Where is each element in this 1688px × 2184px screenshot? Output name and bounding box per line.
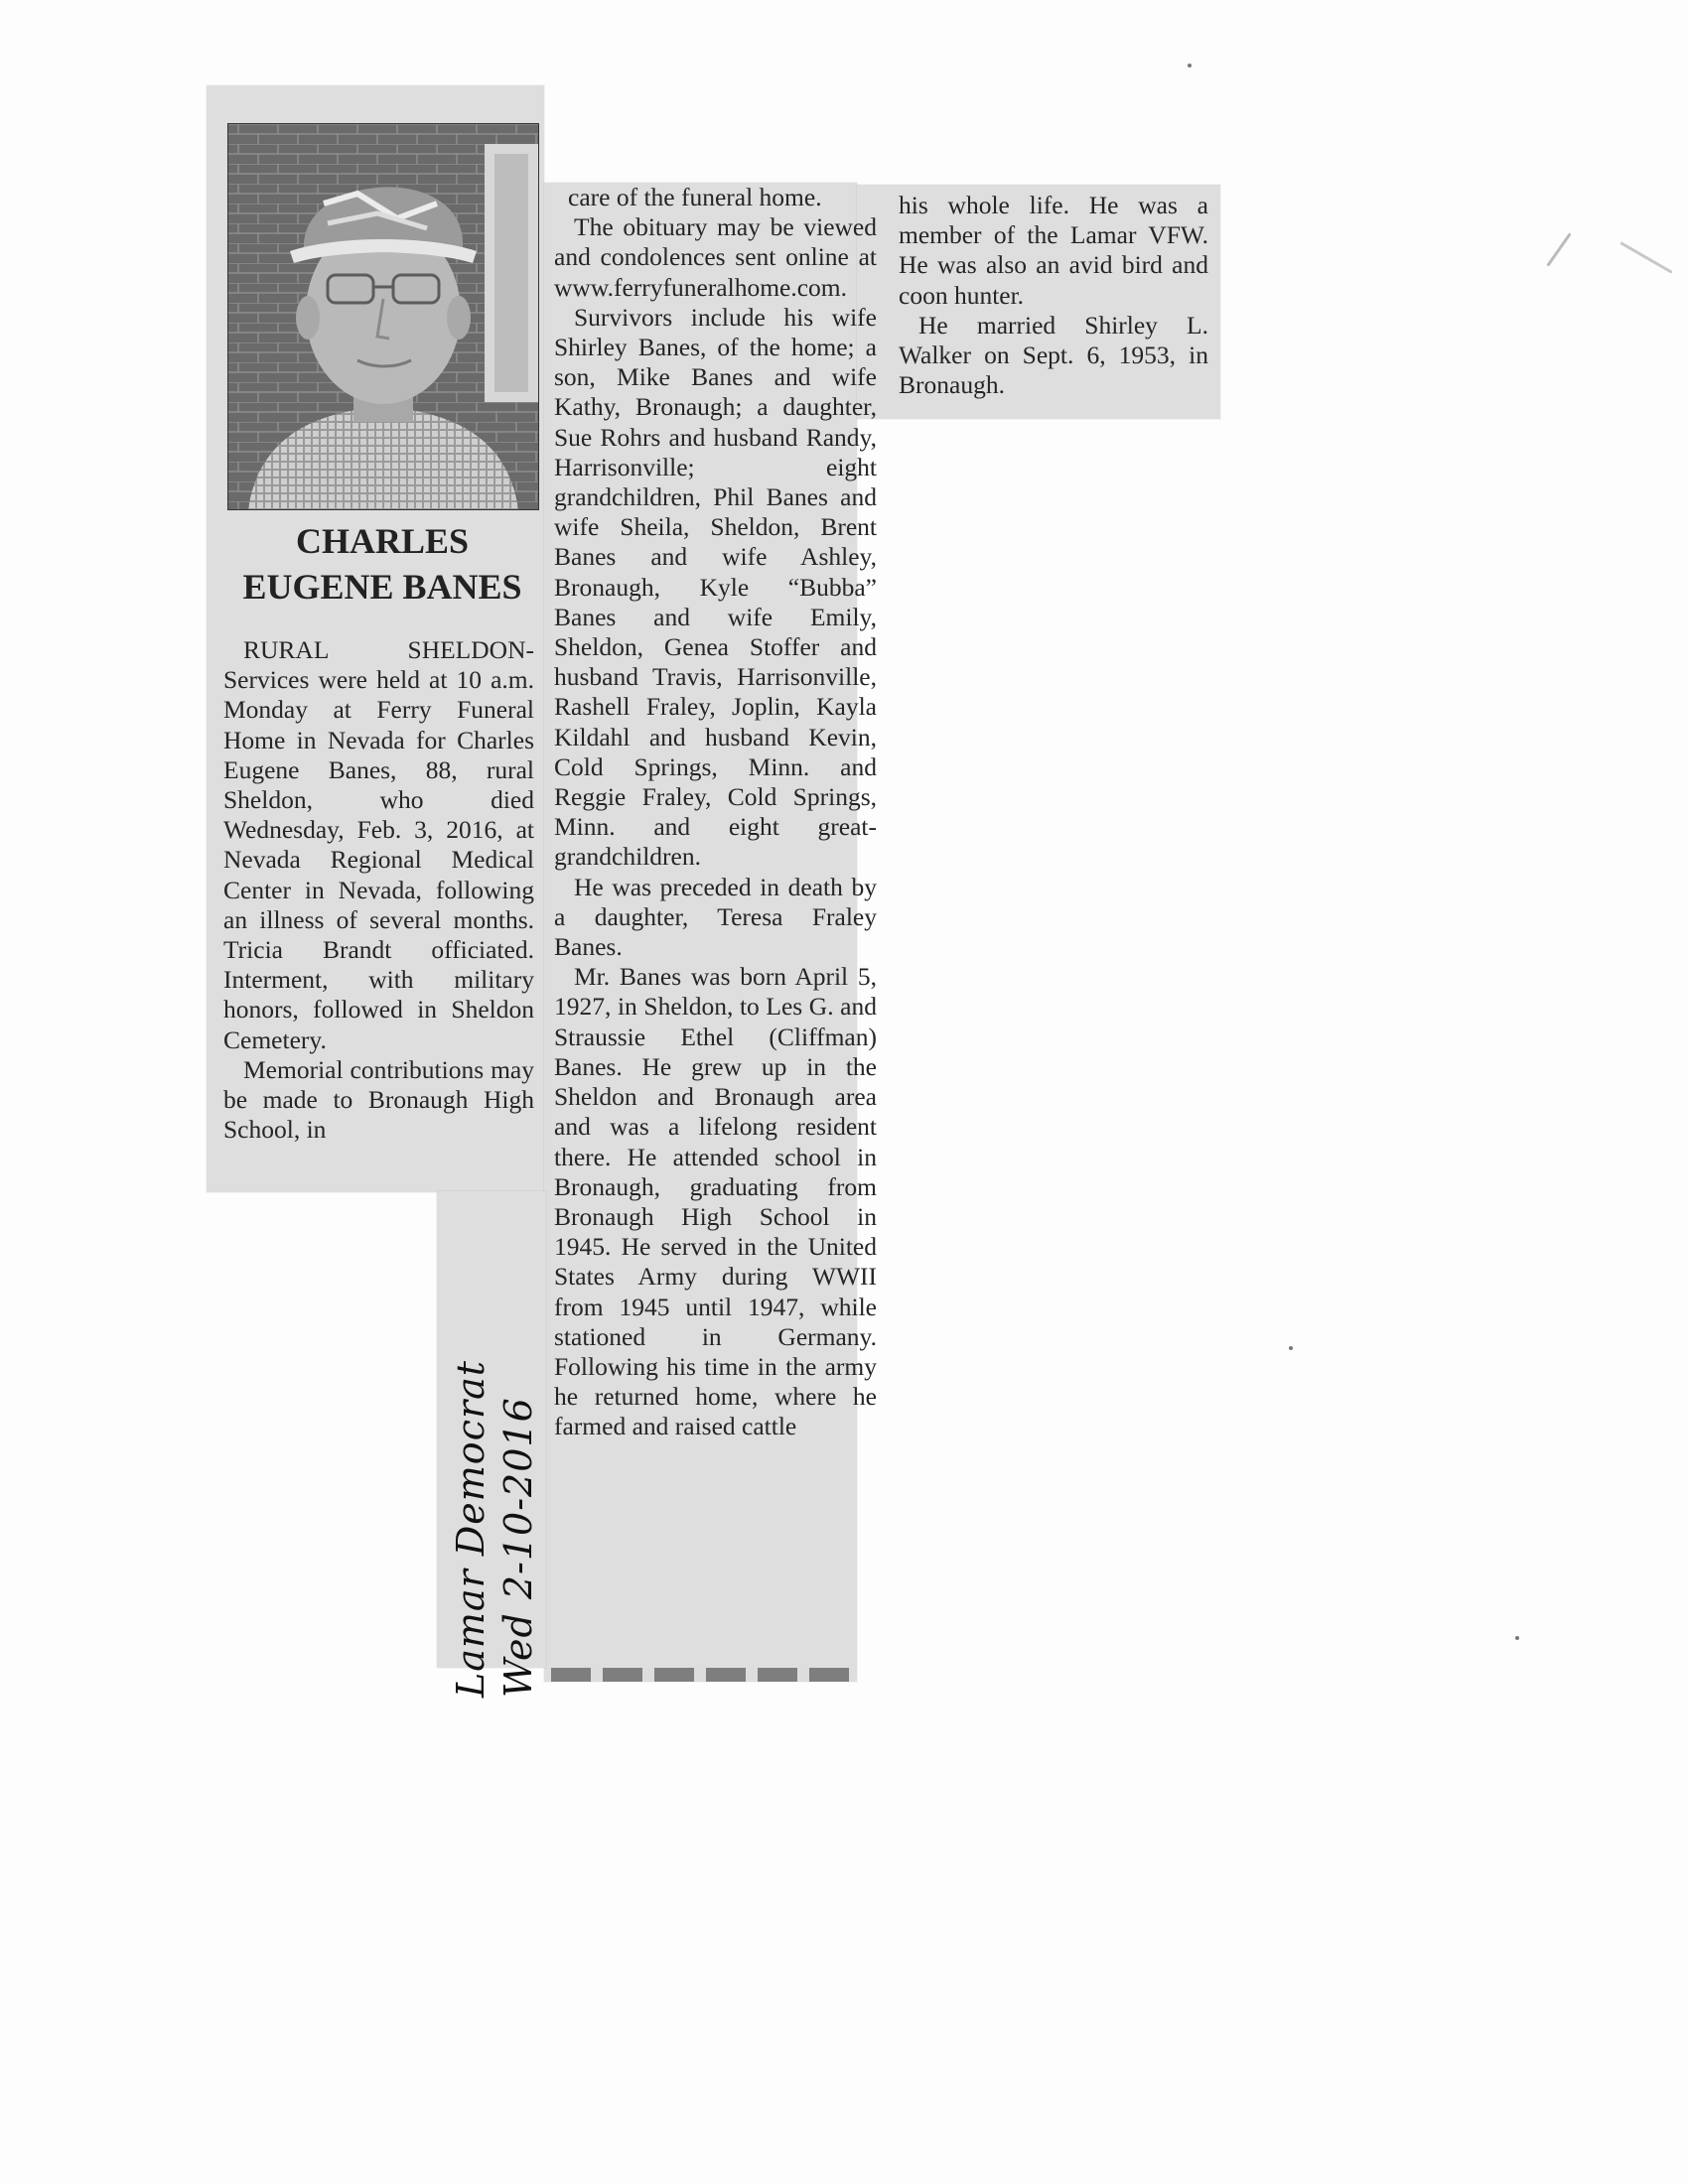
obituary-column-3 bbox=[899, 191, 1208, 400]
scan-speck bbox=[1515, 1636, 1519, 1640]
obituary-headline bbox=[211, 518, 554, 610]
paragraph: He was preceded in death by a daughter, Teresa Fraley Banes. bbox=[554, 872, 877, 962]
scan-mark bbox=[1619, 241, 1672, 274]
paragraph: Memorial contributions may be made to Bronaugh High School, in bbox=[223, 1054, 534, 1145]
obituary-column-1 bbox=[223, 635, 534, 1145]
headline-line-2: EUGENE BANES bbox=[242, 567, 522, 607]
paragraph: He married Shirley L. Walker on Sept. 6, 1953, in Bronaugh. bbox=[899, 310, 1208, 400]
paragraph: The obituary may be viewed and condolences sent online at www.ferryfuneralhome.com. bbox=[554, 212, 877, 302]
paragraph: his whole life. He was a member of the Lamar VFW. He was also an avid bird and coon hunter. bbox=[899, 191, 1208, 310]
scan-speck bbox=[1188, 64, 1192, 68]
paragraph: Survivors include his wife Shirley Banes, of the home; a son, Mike Banes and wife Kathy, Bronaugh; a daughter, Sue Rohrs and husband Randy, Harrisonville; eight grandchildren, Phil Banes and wife Sheila, Sheldon, Brent Banes and wife Ashley, Bronaugh, Kyle “Bubba” Banes and wife Emily, Sheldon, Genea Stoffer and husband Travis, Harrisonville, Rashell Fraley, Joplin, Kayla Kildahl and husband Kevin, Cold Springs, Minn. and Reggie Fraley, Cold Springs, Minn. and eight great-grandchildren. bbox=[554, 302, 877, 872]
clipping-cut-edge bbox=[551, 1668, 851, 1682]
scan-mark bbox=[1546, 232, 1571, 266]
scan-speck bbox=[1289, 1346, 1293, 1350]
paragraph: RURAL SHELDON- Services were held at 10 a.m. Monday at Ferry Funeral Home in Nevada for Charles Eugene Banes, 88, rural Sheldon, who died Wednesday, Feb. 3, 2016, at Nevada Regional Medical Center in Nevada, following an illness of several months. Tricia Brandt officiated. Interment, with military honors, followed in Sheldon Cemetery. bbox=[223, 635, 534, 1054]
headline-line-1: CHARLES bbox=[295, 521, 470, 561]
obituary-column-2 bbox=[554, 183, 877, 1442]
handwritten-line-1: Lamar Democrat bbox=[449, 1359, 492, 1698]
paragraph: Mr. Banes was born April 5, 1927, in Sheldon, to Les G. and Straussie Ethel (Cliffman) Banes. He grew up in the Sheldon and Bronaugh area and was a lifelong resident there. He attended school in Bronaugh, graduating from Bronaugh High School in 1945. He served in the United States Army during WWII from 1945 until 1947, while stationed in Germany. Following his time in the army he returned home, where he farmed and raised cattle bbox=[554, 962, 877, 1441]
paragraph: care of the funeral home. bbox=[568, 183, 822, 211]
portrait-photo bbox=[227, 123, 539, 510]
handwritten-line-2: Wed 2-10-2016 bbox=[496, 1397, 540, 1698]
handwritten-note bbox=[447, 1300, 542, 1698]
